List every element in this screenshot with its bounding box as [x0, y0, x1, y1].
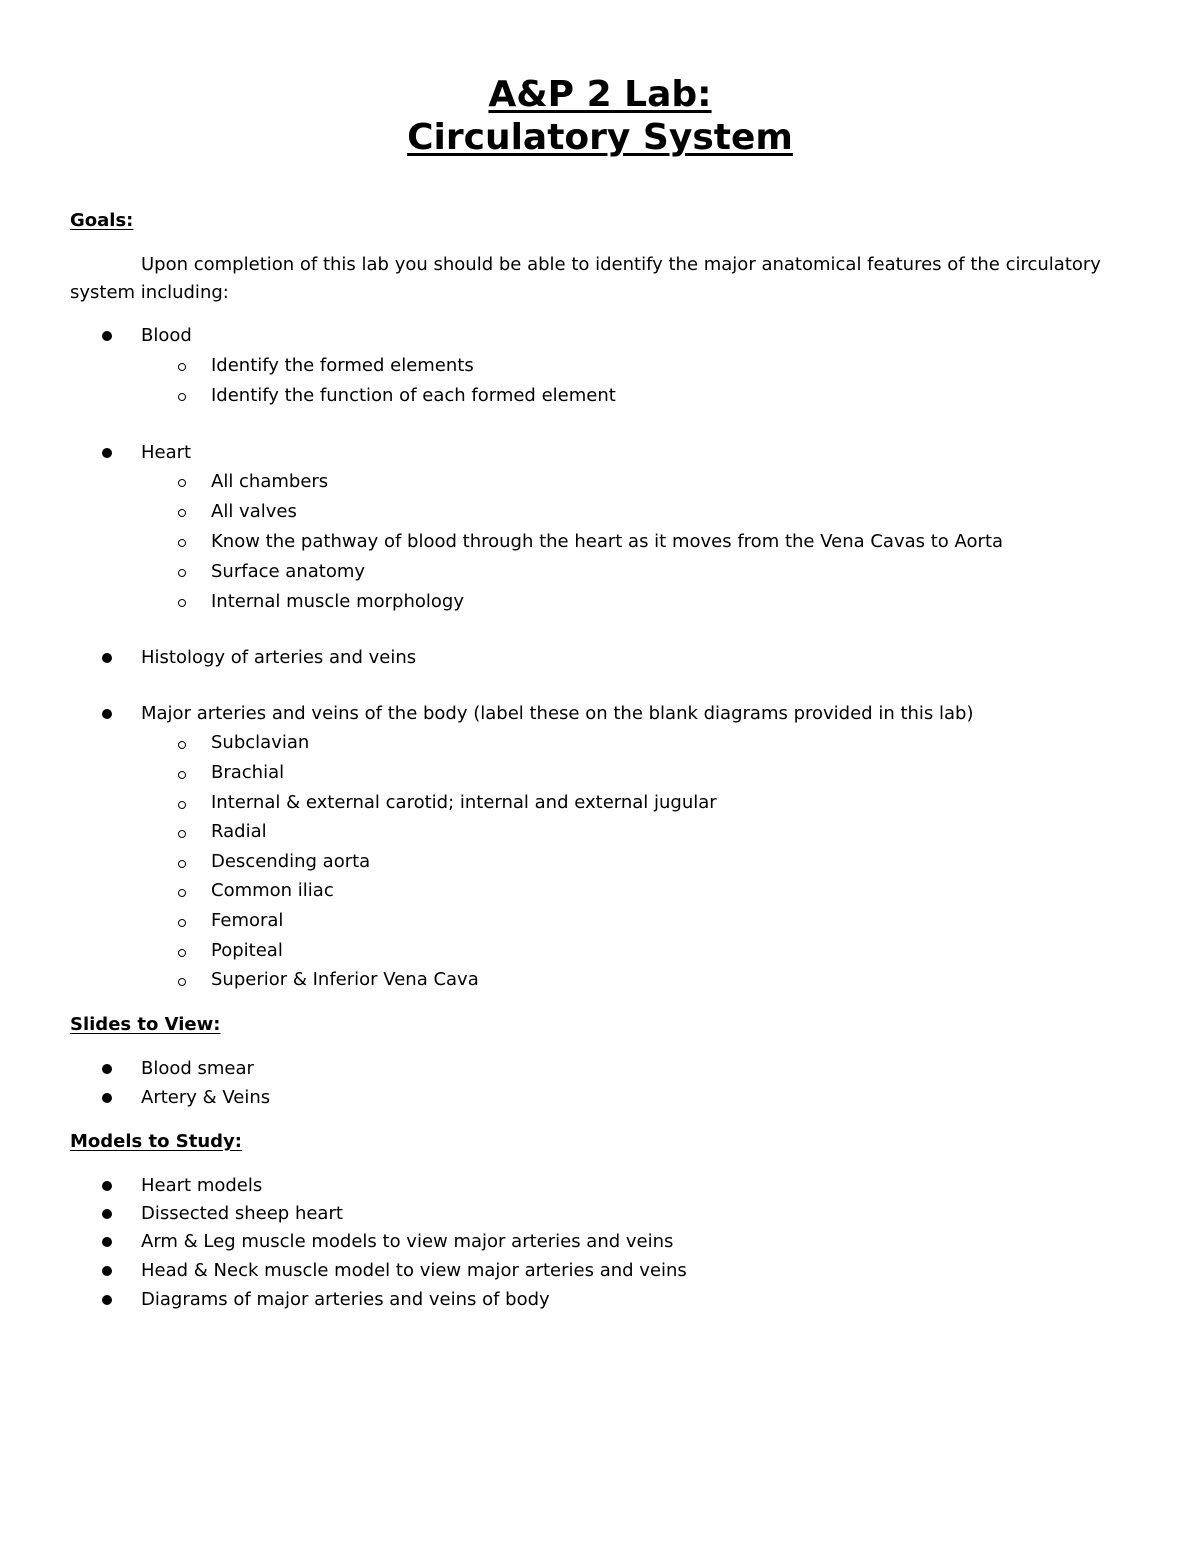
goal-subitem: Internal muscle morphology — [211, 591, 464, 612]
model-item: Diagrams of major arteries and veins of body — [141, 1289, 550, 1310]
bullet-icon — [102, 1064, 112, 1074]
goal-subitem: Identify the function of each formed element — [211, 385, 616, 406]
circle-bullet-icon — [178, 741, 186, 749]
goal-subitem: Know the pathway of blood through the heart as it moves from the Vena Cavas to Aorta — [211, 531, 1004, 552]
circle-bullet-icon — [178, 830, 186, 838]
circle-bullet-icon — [178, 860, 186, 868]
model-item: Head & Neck muscle model to view major arteries and veins — [141, 1260, 687, 1281]
goal-subitem: All valves — [211, 501, 297, 522]
circle-bullet-icon — [178, 569, 186, 577]
bullet-icon — [102, 1237, 112, 1247]
goal-subitem: Common iliac — [211, 880, 334, 901]
circle-bullet-icon — [178, 509, 186, 517]
goal-item-major-arteries: Major arteries and veins of the body (label these on the blank diagrams provided in this lab) — [141, 703, 974, 724]
goal-subitem: Radial — [211, 821, 267, 842]
model-item: Heart models — [141, 1175, 263, 1196]
goal-item-histology: Histology of arteries and veins — [141, 647, 417, 668]
models-heading: Models to Study: — [70, 1131, 242, 1152]
goal-subitem: Popiteal — [211, 940, 283, 961]
goal-subitem: All chambers — [211, 471, 329, 492]
goal-subitem: Surface anatomy — [211, 561, 366, 582]
title-line-2: Circulatory System — [407, 117, 793, 158]
circle-bullet-icon — [178, 363, 186, 371]
bullet-icon — [102, 1181, 112, 1191]
goals-heading: Goals: — [70, 210, 134, 231]
goal-subitem: Internal & external carotid; internal and external jugular — [211, 792, 717, 813]
circle-bullet-icon — [178, 539, 186, 547]
title-line-1: A&P 2 Lab: — [488, 74, 712, 115]
circle-bullet-icon — [178, 479, 186, 487]
bullet-icon — [102, 709, 112, 719]
goal-subitem: Brachial — [211, 762, 285, 783]
bullet-icon — [102, 331, 112, 341]
bullet-icon — [102, 1266, 112, 1276]
model-item: Dissected sheep heart — [141, 1203, 343, 1224]
circle-bullet-icon — [178, 393, 186, 401]
circle-bullet-icon — [178, 771, 186, 779]
goal-item-heart: Heart — [141, 442, 192, 463]
bullet-icon — [102, 1093, 112, 1103]
slides-heading: Slides to View: — [70, 1014, 221, 1035]
slide-item: Artery & Veins — [141, 1087, 271, 1108]
goal-subitem: Descending aorta — [211, 851, 371, 872]
goals-intro-line-2: system including: — [70, 282, 229, 303]
goal-subitem: Superior & Inferior Vena Cava — [211, 969, 479, 990]
goal-subitem: Identify the formed elements — [211, 355, 474, 376]
bullet-icon — [102, 448, 112, 458]
circle-bullet-icon — [178, 801, 186, 809]
bullet-icon — [102, 1295, 112, 1305]
circle-bullet-icon — [178, 919, 186, 927]
circle-bullet-icon — [178, 599, 186, 607]
bullet-icon — [102, 1209, 112, 1219]
circle-bullet-icon — [178, 949, 186, 957]
goal-subitem: Femoral — [211, 910, 284, 931]
circle-bullet-icon — [178, 978, 186, 986]
model-item: Arm & Leg muscle models to view major arteries and veins — [141, 1231, 674, 1252]
circle-bullet-icon — [178, 889, 186, 897]
goal-subitem: Subclavian — [211, 732, 310, 753]
bullet-icon — [102, 653, 112, 663]
goal-item-blood: Blood — [141, 325, 192, 346]
goals-intro-line-1: Upon completion of this lab you should be able to identify the major anatomical features of the circulatory — [141, 254, 1101, 275]
slide-item: Blood smear — [141, 1058, 254, 1079]
